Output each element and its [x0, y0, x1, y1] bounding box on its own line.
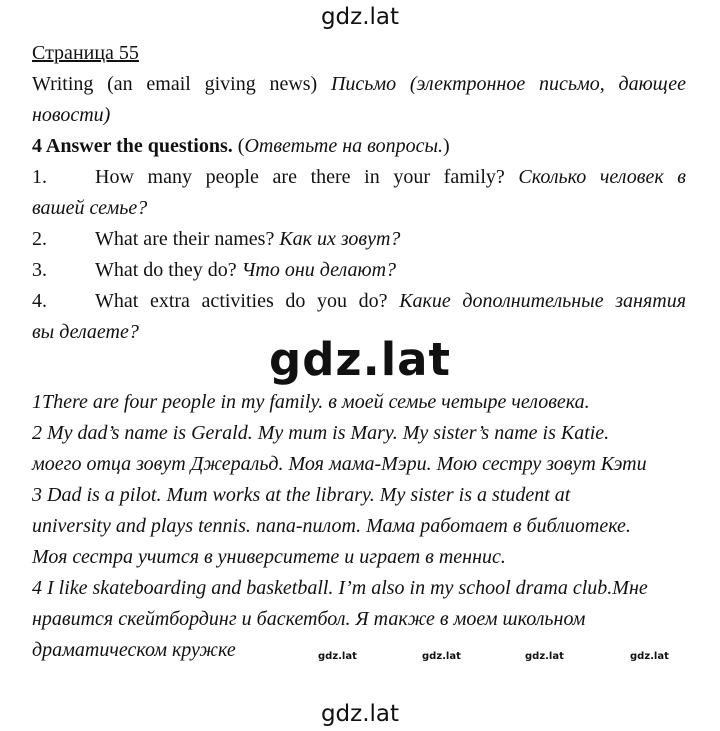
question-ru: Сколько человек в — [518, 166, 686, 188]
question-en: What are their names? — [95, 228, 275, 250]
question-1-ru-cont: вашей семье? — [32, 197, 148, 219]
question-en: What do they do? — [95, 259, 237, 281]
answer-line: 2 My dad’s name is Gerald. My mum is Mary. My sister’s name is Katie. — [32, 422, 610, 444]
document-body — [32, 38, 686, 348]
section-heading-ru-cont: новости) — [32, 104, 111, 126]
answer-line: драматическом кружке — [32, 639, 236, 661]
section-heading — [32, 69, 686, 100]
task-heading: 4 Answer the questions. (Ответьте на вопросы.) — [32, 135, 450, 157]
question-3 — [32, 255, 686, 286]
small-watermark: gdz.lat — [422, 651, 461, 662]
answer-line: моего отца зовут Джеральд. Моя мама-Мэри. Мою сестру зовут Кэти — [32, 453, 647, 475]
task-heading-ru: Ответьте на вопросы. — [244, 135, 443, 157]
section-heading-ru: Письмо (электронное письмо, дающее — [330, 73, 687, 95]
answer-line: нравится скейтбординг и баскетбол. Я также в моем школьном — [32, 608, 586, 630]
answer-line: 4 I like skateboarding and basketball. I’m also in my school drama club.Мне — [32, 577, 648, 599]
page-title: Страница 55 — [32, 42, 139, 64]
question-number: 1. — [32, 166, 47, 188]
answer-line: university and plays tennis. папа-пилот. Мама работает в библиотеке. — [32, 515, 631, 537]
watermark-top: gdz.lat — [320, 4, 400, 30]
answer-line: Моя сестра учится в университете и играет в теннис. — [32, 546, 506, 568]
section-heading-en: Writing (an email giving news) — [32, 73, 318, 95]
question-2 — [32, 224, 686, 255]
answer-line: 3 Dad is a pilot. Mum works at the library. My sister is a student at — [32, 484, 571, 506]
question-ru: Какие дополнительные занятия — [399, 290, 687, 312]
task-heading-en: 4 Answer the questions. — [32, 135, 233, 157]
answers-block — [32, 387, 692, 666]
question-ru: Что они делают? — [241, 259, 397, 281]
small-watermark: gdz.lat — [630, 651, 669, 662]
question-ru: Как их зовут? — [279, 228, 401, 250]
question-1 — [32, 162, 686, 193]
answer-line: 1There are four people in my family. в моей семье четыре человека. — [32, 391, 590, 413]
watermark-middle: gdz.lat — [268, 333, 451, 386]
small-watermark: gdz.lat — [525, 651, 564, 662]
question-number: 3. — [32, 259, 47, 281]
small-watermark: gdz.lat — [318, 651, 357, 662]
question-en: How many people are there in your family? — [95, 166, 505, 188]
question-en: What extra activities do you do? — [95, 290, 388, 312]
watermark-bottom: gdz.lat — [320, 701, 400, 727]
question-4-ru-cont: вы делаете? — [32, 321, 139, 343]
question-4 — [32, 286, 686, 317]
question-number: 4. — [32, 290, 47, 312]
question-number: 2. — [32, 228, 47, 250]
